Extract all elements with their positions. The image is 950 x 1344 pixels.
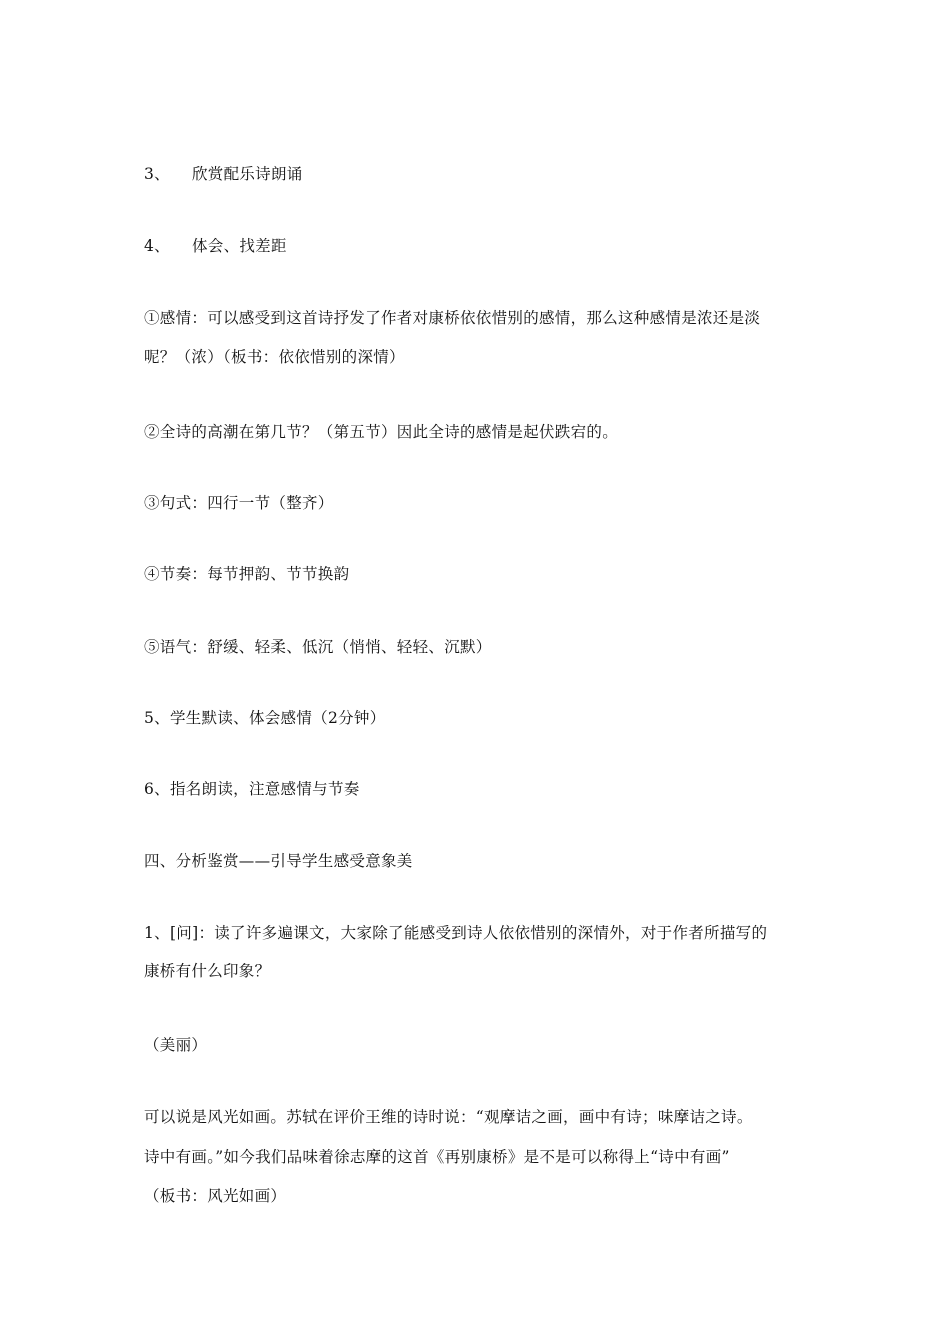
step-4-line	[144, 236, 824, 256]
step-3-line	[144, 164, 824, 184]
paragraph-line: ④节奏：每节押韵、节节换韵	[144, 565, 350, 583]
paragraph-line: 1、[问]：读了许多遍课文，大家除了能感受到诗人依依惜别的深情外，对于作者所描写的	[144, 924, 768, 942]
paragraph-line: （板书：风光如画）	[144, 1187, 287, 1205]
paragraph-line: 6、指名朗读，注意感情与节奏	[144, 780, 360, 798]
paragraph-line: ①感情：可以感受到这首诗抒发了作者对康桥依依惜别的感情，那么这种感情是浓还是淡	[144, 309, 761, 327]
paragraph-line: 5、学生默读、体会感情（2分钟）	[144, 709, 386, 727]
paragraph-line: 康桥有什么印象？	[144, 962, 271, 980]
paragraph-line: ③句式：四行一节（整齐）	[144, 494, 334, 512]
section-heading: 四、分析鉴赏——引导学生感受意象美	[144, 852, 413, 870]
paragraph-line: 呢？（浓）（板书：依依惜别的深情）	[144, 348, 405, 366]
step-4-number: 4、	[144, 237, 170, 255]
step-3-text: 欣赏配乐诗朗诵	[191, 165, 303, 183]
paragraph-line: （美丽）	[144, 1036, 208, 1054]
step-4-text: 体会、找差距	[191, 237, 287, 255]
step-3-number: 3、	[144, 165, 170, 183]
paragraph-line: ②全诗的高潮在第几节？（第五节）因此全诗的感情是起伏跌宕的。	[144, 423, 619, 441]
paragraph-line: 诗中有画。”如今我们品味着徐志摩的这首《再别康桥》是不是可以称得上“诗中有画”	[144, 1148, 730, 1166]
paragraph-line: 可以说是风光如画。苏轼在评价王维的诗时说：“观摩诘之画，画中有诗；味摩诘之诗。	[144, 1108, 753, 1126]
paragraph-line: ⑤语气：舒缓、轻柔、低沉（悄悄、轻轻、沉默）	[144, 638, 492, 656]
